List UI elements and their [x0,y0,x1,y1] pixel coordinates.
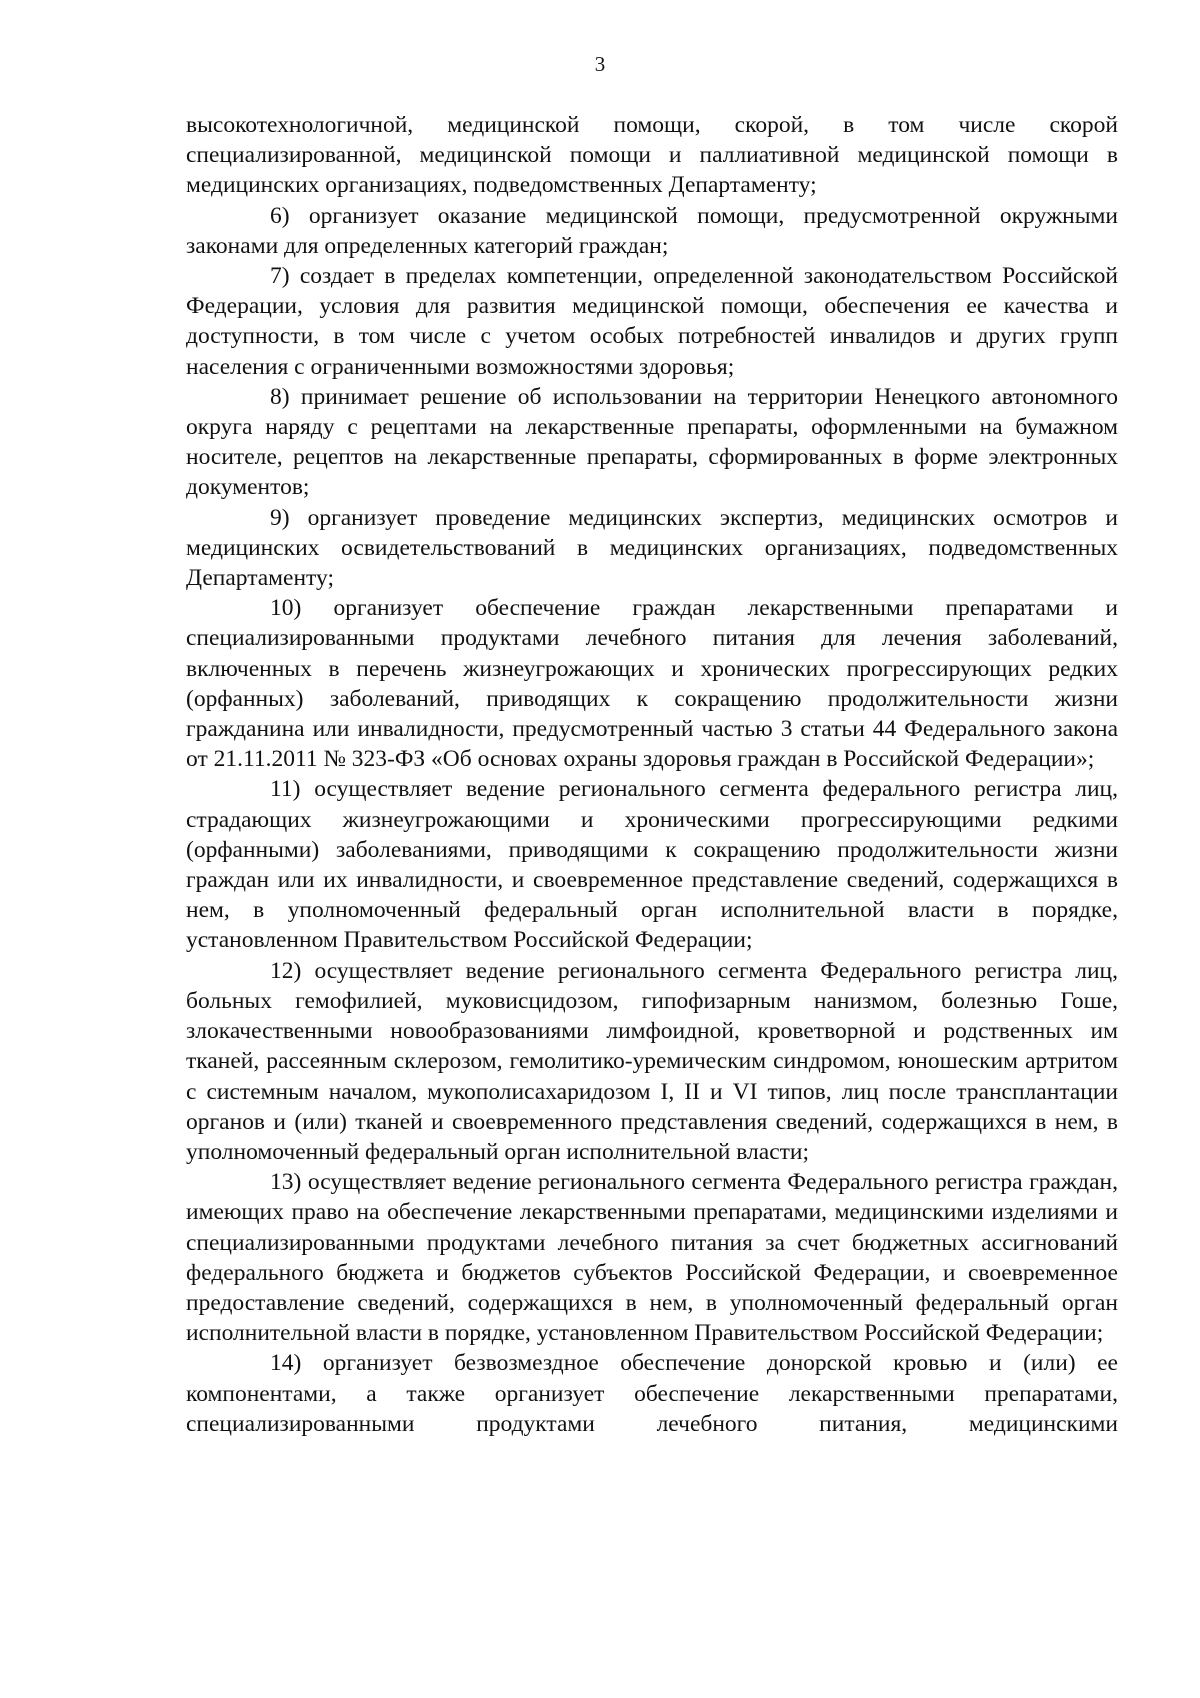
paragraph-item-11: 11) осуществляет ведение регионального сегмента федерального регистра лиц, страдающих жизнеугрожающими и хроническими прогрессирующими редкими (орфанными) заболеваниями, приводящими к сокращению продолжительности жизни граждан или их инвалидности, и своевременное представление сведений, содержащихся в нем, в уполномоченный федеральный орган исполнительной власти в порядке, установленном Правительством Российской Федерации; [186,776,1118,954]
paragraph-item-9: 9) организует проведение медицинских экспертиз, медицинских осмотров и медицинских освидетельствований в медицинских организациях, подведомственных Департаменту; [186,504,1118,592]
paragraph-item-6: 6) организует оказание медицинской помощи, предусмотренной окружными законами для определенных категорий граждан; [186,202,1118,259]
page-number: 3 [594,52,606,76]
paragraph-item-7: 7) создает в пределах компетенции, определенной законодательством Российской Федерации, условия для развития медицинской помощи, обеспечения ее качества и доступности, в том числе с учетом особых потребностей инвалидов и других групп населения с ограниченными возможностями здоровья; [186,263,1118,380]
paragraph-item-14: 14) организует безвозмездное обеспечение донорской кровью и (или) ее компонентами, а также организует обеспечение лекарственными препаратами, специализированными продуктами лечебного питания, медицинскими [186,1350,1118,1437]
paragraph-item-13: 13) осуществляет ведение регионального сегмента Федерального регистра граждан, имеющих право на обеспечение лекарственными препаратами, медицинскими изделиями и специализированными продуктами лечебного питания за счет бюджетных ассигнований федерального бюджета и бюджетов субъектов Российской Федерации, и своевременное предоставление сведений, содержащихся в нем, в уполномоченный федеральный орган исполнительной власти в порядке, установленном Правительством Российской Федерации; [186,1169,1118,1347]
paragraph-item-12: 12) осуществляет ведение регионального сегмента Федерального регистра лиц, больных гемофилией, муковисцидозом, гипофизарным нанизмом, болезнью Гоше, злокачественными новообразованиями лимфоидной, кроветворной и родственных им тканей, рассеянным склерозом, гемолитико-уремическим синдромом, юношеским артритом с системным началом, мукополисахаридозом I, II и VI типов, лиц после трансплантации органов и (или) тканей и своевременного представления сведений, содержащихся в нем, в уполномоченный федеральный орган исполнительной власти; [186,957,1118,1165]
paragraph-item-10: 10) организует обеспечение граждан лекарственными препаратами и специализированными продуктами лечебного питания для лечения заболеваний, включенных в перечень жизнеугрожающих и хронических прогрессирующих редких (орфанных) заболеваний, приводящих к сокращению продолжительности жизни гражданина или инвалидности, предусмотренный частью 3 статьи 44 Федерального закона от 21.11.2011 № 323-ФЗ «Об основах охраны здоровья граждан в Российской Федерации»; [186,595,1118,773]
paragraph-continuation: высокотехнологичной, медицинской помощи, скорой, в том числе скорой специализированной, медицинской помощи и паллиативной медицинской помощи в медицинских организациях, подведомственных Департаменту; [186,112,1118,199]
paragraph-item-8: 8) принимает решение об использовании на территории Ненецкого автономного округа наряду с рецептами на лекарственные препараты, оформленными на бумажном носителе, рецептов на лекарственные препараты, сформированных в форме электронных документов; [186,383,1118,501]
document-body [186,110,1118,1439]
